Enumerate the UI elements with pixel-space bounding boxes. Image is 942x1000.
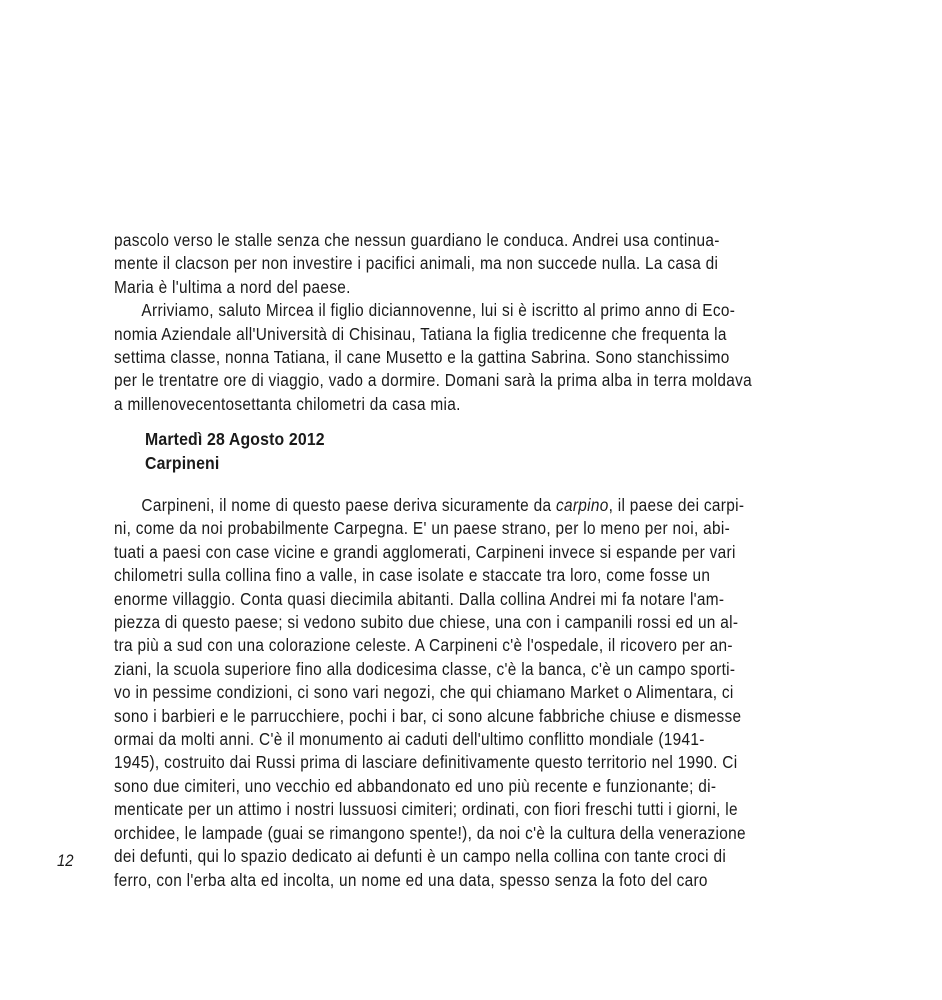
diary-entry-heading	[145, 427, 845, 475]
text-line: settima classe, nonna Tatiana, il cane Musetto e la gattina Sabrina. Sono stanchissimo	[114, 347, 730, 368]
text-line: ni, come da noi probabilmente Carpegna. E' un paese strano, per lo meno per noi, abi-	[114, 518, 731, 539]
text-line: dei defunti, qui lo spazio dedicato ai defunti è un campo nella collina con tante croci di	[114, 846, 727, 867]
text-line: ferro, con l'erba alta ed incolta, un nome ed una data, spesso senza la foto del caro	[114, 869, 708, 890]
text-line: menticate per un attimo i nostri lussuosi cimiteri; ordinati, con fiori freschi tutti i giorni, le	[114, 799, 738, 820]
main-text-block	[114, 494, 838, 892]
text-line: enorme villaggio. Conta quasi diecimila abitanti. Dalla collina Andrei mi fa notare l'am-	[114, 588, 725, 609]
text-line: piezza di questo paese; si vedono subito due chiese, una con i campanili rossi ed un al-	[114, 612, 739, 633]
text-line: orchidee, le lampade (guai se rimangono spente!), da noi c'è la cultura della venerazione	[114, 822, 746, 843]
heading-date: Martedì 28 Agosto 2012	[145, 429, 325, 449]
text-line: sono due cimiteri, uno vecchio ed abbandonato ed uno più recente e funzionante; di-	[114, 775, 717, 796]
text-line: ziani, la scuola superiore fino alla dodicesima classe, c'è la banca, c'è un campo sporti-	[114, 658, 736, 679]
text-line-indented	[114, 299, 838, 322]
text-line: tra più a sud con una colorazione celeste. A Carpineni c'è l'ospedale, il ricovero per an-	[114, 635, 733, 656]
heading-place: Carpineni	[145, 453, 220, 473]
text-line: ormai da molti anni. C'è il monumento ai caduti dell'ultimo conflitto mondiale (1941-	[114, 729, 705, 750]
text-line-content: Arriviamo, saluto Mircea il figlio diciannovenne, lui si è iscritto al primo anno di Eco-	[141, 300, 736, 321]
text-line: per le trentatre ore di viaggio, vado a dormire. Domani sarà la prima alba in terra moldava	[114, 370, 752, 391]
text-line: Maria è l'ultima a nord del paese.	[114, 276, 351, 297]
text-line: tuati a paesi con case vicine e grandi agglomerati, Carpineni invece si espande per vari	[114, 541, 736, 562]
text-line-indented	[114, 494, 838, 517]
upper-text-block	[114, 229, 838, 416]
page-number: 12	[57, 852, 74, 870]
text-line: nomia Aziendale all'Università di Chisinau, Tatiana la figlia tredicenne che frequenta la	[114, 323, 727, 344]
text-line: pascolo verso le stalle senza che nessun guardiano le conduca. Andrei usa continua-	[114, 230, 720, 250]
text-line: vo in pessime condizioni, ci sono vari negozi, che qui chiamano Market o Alimentara, ci	[114, 682, 734, 703]
text-line: chilometri sulla collina fino a valle, in case isolate e staccate tra loro, come fosse un	[114, 565, 711, 586]
text-line-content: Carpineni, il nome di questo paese deriva sicuramente da carpino, il paese dei carpi-	[141, 495, 745, 515]
italic-word: carpino	[555, 495, 609, 515]
text-line: mente il clacson per non investire i pacifici animali, ma non succede nulla. La casa di	[114, 253, 719, 274]
text-line: a millenovecentosettanta chilometri da casa mia.	[114, 393, 461, 414]
text-line: sono i barbieri e le parrucchiere, pochi i bar, ci sono alcune fabbriche chiuse e dismesse	[114, 705, 742, 726]
text-line: 1945), costruito dai Russi prima di lasciare definitivamente questo territorio nel 1990. Ci	[114, 752, 738, 773]
